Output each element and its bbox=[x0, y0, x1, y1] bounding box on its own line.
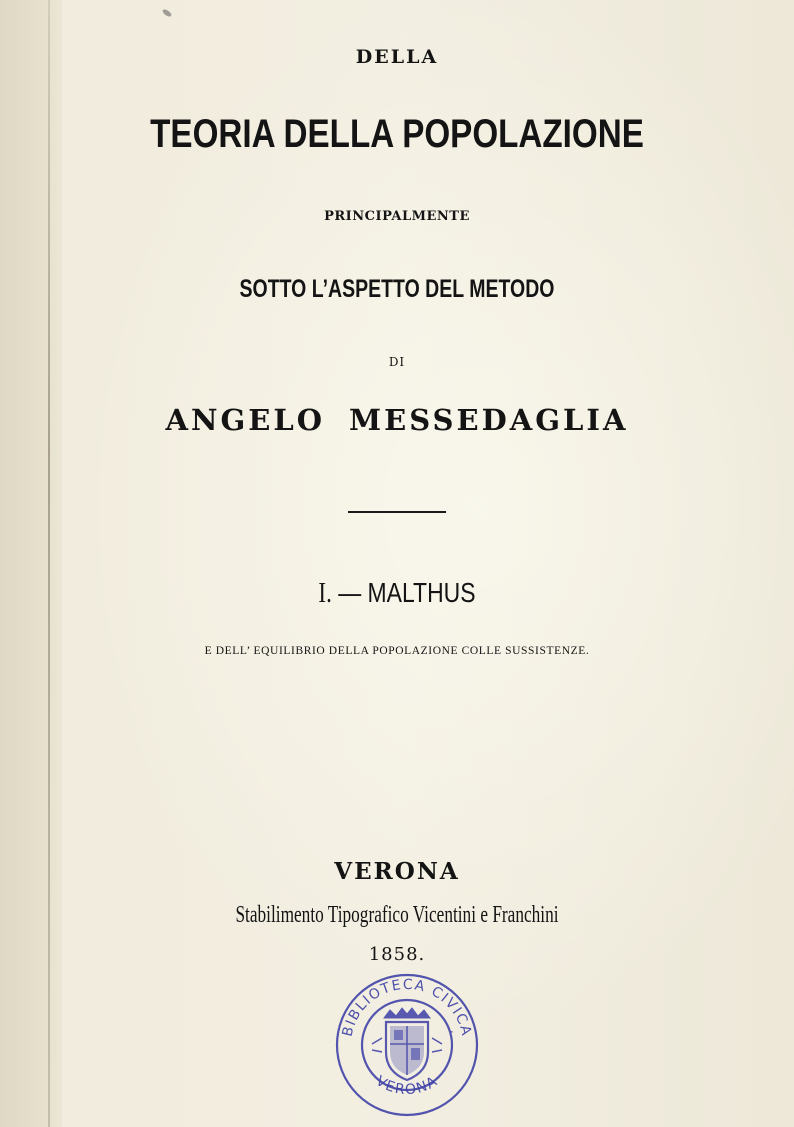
book-title: TEORIA DELLA POPOLAZIONE bbox=[150, 112, 644, 156]
part-subtitle: E DELL’ EQUILIBRIO DELLA POPOLAZIONE COLLE SUSSISTENZE. bbox=[204, 645, 590, 657]
coat-of-arms-icon bbox=[372, 1008, 442, 1080]
heading-della: DELLA bbox=[355, 46, 439, 68]
author-last-name: MESSEDAGLIA bbox=[349, 403, 629, 437]
imprint-publisher: Stabilimento Tipografico Vicentini e Franchini bbox=[235, 902, 559, 928]
imprint-year: 1858. bbox=[368, 944, 426, 965]
author-first-name: ANGELO bbox=[165, 403, 326, 437]
heading-di: DI bbox=[388, 355, 406, 369]
heading-principalmente: PRINCIPALMENTE bbox=[324, 209, 470, 224]
part-name: MALTHUS bbox=[367, 577, 476, 608]
part-numeral: I. bbox=[318, 578, 332, 609]
imprint-city: VERONA bbox=[334, 858, 460, 885]
part-dash: — bbox=[338, 577, 362, 608]
library-stamp bbox=[334, 972, 480, 1118]
ink-smudge bbox=[161, 8, 172, 18]
part-heading bbox=[71, 577, 722, 610]
stamp-text-bottom: VERONA bbox=[372, 1073, 442, 1099]
book-subtitle: SOTTO L’ASPETTO DEL METODO bbox=[239, 275, 555, 303]
svg-text:·: · bbox=[450, 1025, 454, 1039]
stamp-text-top: BIBLIOTECA CIVICA bbox=[339, 976, 475, 1039]
divider-rule bbox=[348, 511, 446, 513]
author-name bbox=[0, 403, 794, 437]
